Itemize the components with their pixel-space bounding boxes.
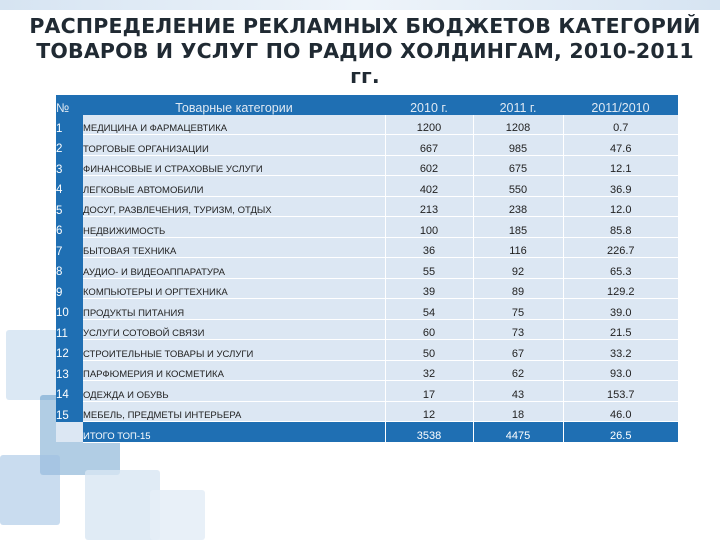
row-category: УСЛУГИ СОТОВОЙ СВЯЗИ bbox=[83, 319, 385, 340]
row-number: 15 bbox=[56, 401, 83, 422]
row-value-2010: 39 bbox=[385, 278, 473, 299]
row-category: ТОРГОВЫЕ ОРГАНИЗАЦИИ bbox=[83, 135, 385, 156]
total-value-2010: 3538 bbox=[385, 422, 473, 443]
row-category: СТРОИТЕЛЬНЫЕ ТОВАРЫ И УСЛУГИ bbox=[83, 340, 385, 361]
row-value-2011: 75 bbox=[473, 299, 563, 320]
table-row bbox=[56, 278, 678, 299]
row-number: 4 bbox=[56, 176, 83, 197]
decor-square bbox=[150, 490, 205, 540]
row-value-2011: 62 bbox=[473, 360, 563, 381]
row-value-2011: 675 bbox=[473, 155, 563, 176]
row-ratio: 85.8 bbox=[563, 217, 678, 238]
row-ratio: 226.7 bbox=[563, 237, 678, 258]
row-value-2011: 43 bbox=[473, 381, 563, 402]
row-number: 3 bbox=[56, 155, 83, 176]
decor-square bbox=[0, 455, 60, 525]
row-value-2011: 985 bbox=[473, 135, 563, 156]
header-2011: 2011 г. bbox=[473, 95, 563, 115]
row-value-2010: 402 bbox=[385, 176, 473, 197]
table-row bbox=[56, 196, 678, 217]
row-ratio: 93.0 bbox=[563, 360, 678, 381]
row-value-2011: 89 bbox=[473, 278, 563, 299]
row-number: 8 bbox=[56, 258, 83, 279]
row-ratio: 46.0 bbox=[563, 401, 678, 422]
row-value-2010: 602 bbox=[385, 155, 473, 176]
row-number: 6 bbox=[56, 217, 83, 238]
total-value-2011: 4475 bbox=[473, 422, 563, 443]
row-category: МЕДИЦИНА И ФАРМАЦЕВТИКА bbox=[83, 115, 385, 135]
row-number: 1 bbox=[56, 115, 83, 135]
table-row bbox=[56, 155, 678, 176]
row-ratio: 33.2 bbox=[563, 340, 678, 361]
table-row bbox=[56, 115, 678, 135]
row-ratio: 12.0 bbox=[563, 196, 678, 217]
row-category: БЫТОВАЯ ТЕХНИКА bbox=[83, 237, 385, 258]
row-value-2011: 550 bbox=[473, 176, 563, 197]
row-category: НЕДВИЖИМОСТЬ bbox=[83, 217, 385, 238]
table-row bbox=[56, 340, 678, 361]
total-number-cell bbox=[56, 422, 83, 443]
table-row bbox=[56, 258, 678, 279]
row-ratio: 129.2 bbox=[563, 278, 678, 299]
row-ratio: 39.0 bbox=[563, 299, 678, 320]
row-value-2010: 36 bbox=[385, 237, 473, 258]
row-category: ДОСУГ, РАЗВЛЕЧЕНИЯ, ТУРИЗМ, ОТДЫХ bbox=[83, 196, 385, 217]
row-number: 7 bbox=[56, 237, 83, 258]
table-body bbox=[56, 115, 678, 443]
row-value-2010: 17 bbox=[385, 381, 473, 402]
table-row bbox=[56, 319, 678, 340]
row-value-2011: 92 bbox=[473, 258, 563, 279]
row-value-2011: 73 bbox=[473, 319, 563, 340]
row-category: ОДЕЖДА И ОБУВЬ bbox=[83, 381, 385, 402]
row-ratio: 153.7 bbox=[563, 381, 678, 402]
row-ratio: 47.6 bbox=[563, 135, 678, 156]
row-number: 14 bbox=[56, 381, 83, 402]
row-category: КОМПЬЮТЕРЫ И ОРГТЕХНИКА bbox=[83, 278, 385, 299]
budget-table bbox=[56, 95, 678, 443]
header-ratio: 2011/2010 bbox=[563, 95, 678, 115]
row-ratio: 12.1 bbox=[563, 155, 678, 176]
row-value-2010: 55 bbox=[385, 258, 473, 279]
table-header-row bbox=[56, 95, 678, 115]
row-value-2010: 1200 bbox=[385, 115, 473, 135]
decor-square bbox=[85, 470, 160, 540]
row-number: 12 bbox=[56, 340, 83, 361]
row-ratio: 65.3 bbox=[563, 258, 678, 279]
top-band bbox=[0, 0, 720, 10]
row-value-2010: 50 bbox=[385, 340, 473, 361]
header-category: Товарные категории bbox=[83, 95, 385, 115]
row-value-2011: 67 bbox=[473, 340, 563, 361]
row-ratio: 36.9 bbox=[563, 176, 678, 197]
row-category: АУДИО- И ВИДЕОАППАРАТУРА bbox=[83, 258, 385, 279]
table-row bbox=[56, 217, 678, 238]
row-value-2011: 18 bbox=[473, 401, 563, 422]
row-value-2011: 238 bbox=[473, 196, 563, 217]
row-number: 11 bbox=[56, 319, 83, 340]
row-category: ПАРФЮМЕРИЯ И КОСМЕТИКА bbox=[83, 360, 385, 381]
page-title bbox=[20, 14, 710, 89]
row-number: 9 bbox=[56, 278, 83, 299]
row-category: ПРОДУКТЫ ПИТАНИЯ bbox=[83, 299, 385, 320]
total-ratio: 26.5 bbox=[563, 422, 678, 443]
row-number: 2 bbox=[56, 135, 83, 156]
title-line-1: РАСПРЕДЕЛЕНИЕ РЕКЛАМНЫХ БЮДЖЕТОВ КАТЕГОРИЙ bbox=[29, 14, 701, 38]
table-row bbox=[56, 135, 678, 156]
row-category: ФИНАНСОВЫЕ И СТРАХОВЫЕ УСЛУГИ bbox=[83, 155, 385, 176]
row-value-2010: 12 bbox=[385, 401, 473, 422]
row-number: 13 bbox=[56, 360, 83, 381]
row-number: 5 bbox=[56, 196, 83, 217]
row-value-2011: 1208 bbox=[473, 115, 563, 135]
row-category: ЛЕГКОВЫЕ АВТОМОБИЛИ bbox=[83, 176, 385, 197]
row-ratio: 0.7 bbox=[563, 115, 678, 135]
table-row bbox=[56, 401, 678, 422]
row-value-2010: 54 bbox=[385, 299, 473, 320]
row-category: МЕБЕЛЬ, ПРЕДМЕТЫ ИНТЕРЬЕРА bbox=[83, 401, 385, 422]
row-value-2010: 60 bbox=[385, 319, 473, 340]
table-row bbox=[56, 237, 678, 258]
table-row bbox=[56, 360, 678, 381]
row-value-2010: 213 bbox=[385, 196, 473, 217]
header-2010: 2010 г. bbox=[385, 95, 473, 115]
row-value-2010: 100 bbox=[385, 217, 473, 238]
total-row bbox=[56, 422, 678, 443]
table-row bbox=[56, 299, 678, 320]
total-label: ИТОГО ТОП-15 bbox=[83, 422, 385, 443]
row-ratio: 21.5 bbox=[563, 319, 678, 340]
row-number: 10 bbox=[56, 299, 83, 320]
row-value-2011: 116 bbox=[473, 237, 563, 258]
table-row bbox=[56, 176, 678, 197]
table-row bbox=[56, 381, 678, 402]
row-value-2011: 185 bbox=[473, 217, 563, 238]
row-value-2010: 667 bbox=[385, 135, 473, 156]
title-line-2: ТОВАРОВ И УСЛУГ ПО РАДИО ХОЛДИНГАМ, 2010-2011 гг. bbox=[36, 39, 694, 88]
row-value-2010: 32 bbox=[385, 360, 473, 381]
header-num: № bbox=[56, 95, 83, 115]
